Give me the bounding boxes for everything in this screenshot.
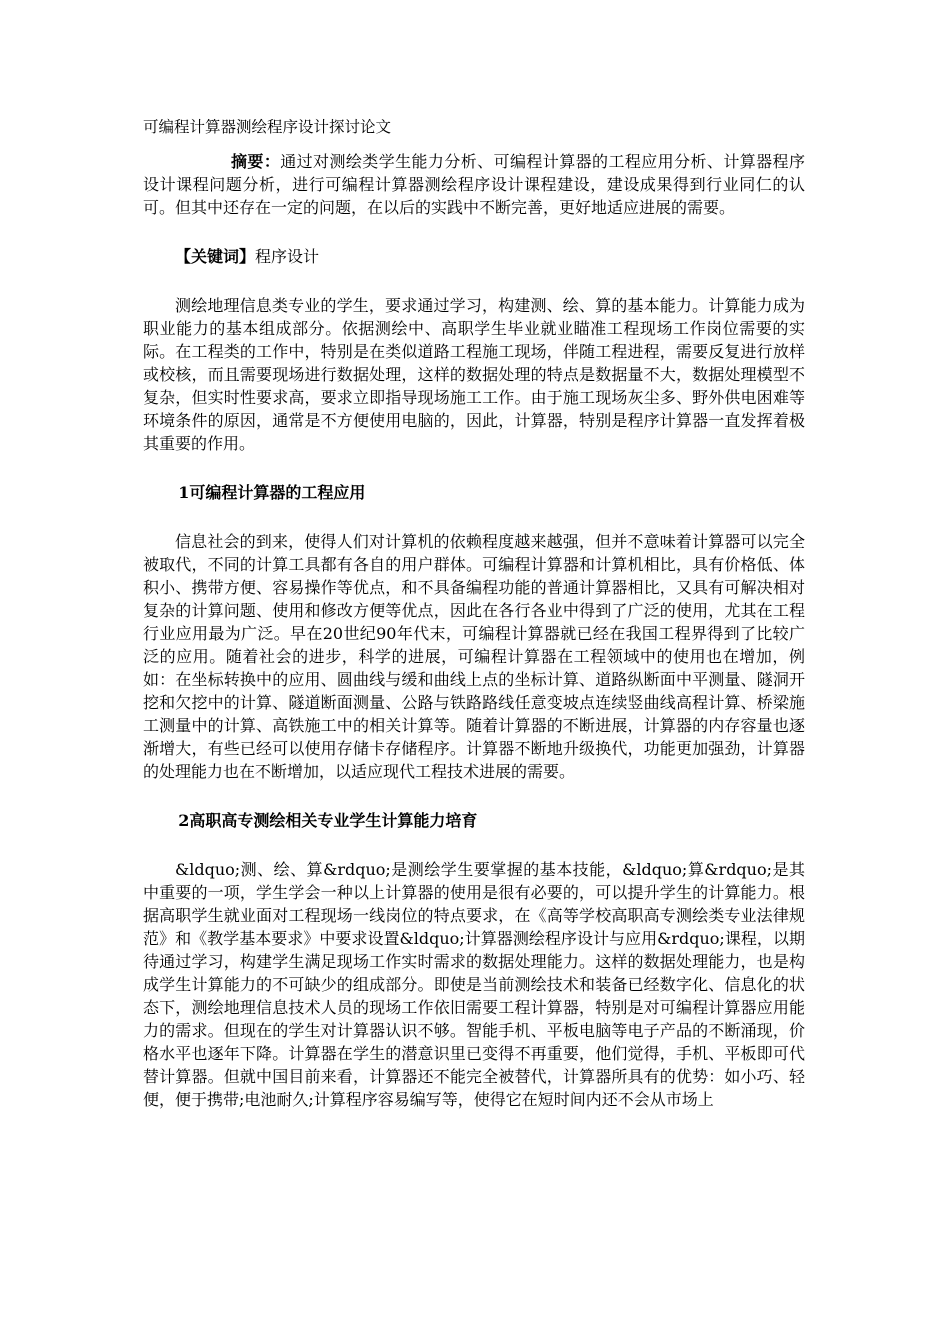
section2-heading: 2高职高专测绘相关专业学生计算能力培育 (178, 811, 478, 830)
document-page (143, 114, 805, 1137)
keywords-paragraph (143, 245, 805, 268)
section1-heading: 1可编程计算器的工程应用 (178, 483, 366, 502)
keywords-text: 程序设计 (255, 247, 320, 266)
abstract-label: 摘要： (231, 152, 281, 171)
abstract-paragraph (143, 150, 805, 219)
section1-paragraph: 信息社会的到来，使得人们对计算机的依赖程度越来越强，但并不意味着计算器可以完全被取代，不同的计算工具都有各自的用户群体。可编程计算器和计算机相比，具有价格低、体积小、携带方便、容易操作等优点，和不具备编程功能的普通计算器相比，又具有可解决相对复杂的计算问题、使用和修改方便等优点，因此在各行各业中得到了广泛的使用，尤其在工程行业应用最为广泛。早在20世纪90年代末，可编程计算器就已经在我国工程界得到了比较广泛的应用。随着社会的进步，科学的进展，可编程计算器在工程领域中的使用也在增加，例如：在坐标转换中的应用、圆曲线与缓和曲线上点的坐标计算、道路纵断面中平测量、隧洞开挖和欠挖中的计算、隧道断面测量、公路与铁路路线任意变坡点连续竖曲线高程计算、桥梁施工测量中的计算、高铁施工中的相关计算等。随着计算器的不断进展，计算器的内存容量也逐渐增大，有些已经可以使用存储卡存储程序。计算器不断地升级换代，功能更加强劲，计算器的处理能力也在不断增加，以适应现代工程技术进展的需要。 (143, 532, 805, 781)
document-title: 可编程计算器测绘程序设计探讨论文 (143, 118, 392, 136)
intro-paragraph: 测绘地理信息类专业的学生，要求通过学习，构建测、绘、算的基本能力。计算能力成为职业能力的基本组成部分。依据测绘中、高职学生毕业就业瞄准工程现场工作岗位需要的实际。在工程类的工作中，特别是在类似道路工程施工现场，伴随工程进程，需要反复进行放样或校核，而且需要现场进行数据处理，这样的数据处理的特点是数据量不大，数据处理模型不复杂，但实时性要求高，要求立即指导现场施工工作。由于施工现场灰尘多、野外供电困难等环境条件的原因，通常是不方便使用电脑的，因此，计算器，特别是程序计算器一直发挥着极其重要的作用。 (143, 296, 805, 453)
keywords-label: 【关键词】 (175, 247, 256, 266)
section2-paragraph: &ldquo;测、绘、算&rdquo;是测绘学生要掌握的基本技能，&ldquo;算&rdquo;是其中重要的一项，学生学会一种以上计算器的使用是很有必要的，可以提升学生的计算能力。根据高职学生就业面对工程现场一线岗位的特点要求，在《高等学校高职高专测绘类专业法律规范》和《教学基本要求》中要求设置&ldquo;计算器测绘程序设计与应用&rdquo;课程，以期待通过学习，构建学生满足现场工作实时需求的数据处理能力。这样的数据处理能力，也是构成学生计算能力的不可缺少的组成部分。即使是当前测绘技术和装备已经数字化、信息化的状态下，测绘地理信息技术人员的现场工作依旧需要工程计算器，特别是对可编程计算器应用能力的需求。但现在的学生对计算器认识不够。智能手机、平板电脑等电子产品的不断涌现，价格水平也逐年下降。计算器在学生的潜意识里已变得不再重要，他们觉得，手机、平板即可代替计算器。但就中国目前来看，计算器还不能完全被替代，计算器所具有的优势：如小巧、轻便，便于携带;电池耐久;计算程序容易编写等，使得它在短时间内还不会从市场上 (143, 860, 805, 1109)
abstract-text: 通过对测绘类学生能力分析、可编程计算器的工程应用分析、计算器程序设计课程问题分析，进行可编程计算器测绘程序设计课程建设，建设成果得到行业同仁的认可。但其中还存在一定的问题，在以后的实践中不断完善，更好地适应进展的需要。 (143, 152, 805, 217)
